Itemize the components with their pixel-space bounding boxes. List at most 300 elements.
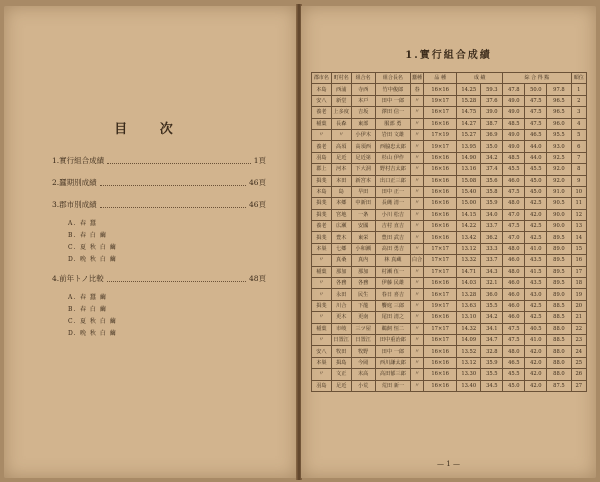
table-cell: 48.5 <box>503 118 525 129</box>
toc-entry-page: 46頁 <box>248 178 266 187</box>
table-cell: 宮地 <box>331 209 351 220</box>
table-cell: 59.3 <box>481 84 503 95</box>
table-body <box>312 84 587 392</box>
leader-dots <box>100 207 246 208</box>
table-cell: 16×16 <box>424 369 457 380</box>
table-row <box>312 186 587 197</box>
table-cell: 足近 <box>331 380 351 391</box>
table-cell: 1 <box>571 84 586 95</box>
table-cell: 民生 <box>351 289 375 300</box>
table-cell: 羽島 <box>312 380 332 391</box>
table-cell: 20 <box>571 300 586 311</box>
table-cell: 48.0 <box>503 266 525 277</box>
table-row <box>312 84 587 95</box>
table-cell: 34.0 <box>481 209 503 220</box>
table-cell: 寺西 <box>351 84 375 95</box>
table-cell: 本島 <box>312 186 332 197</box>
table-cell: 14.03 <box>457 278 481 289</box>
table-cell: 真内 <box>351 255 375 266</box>
toc-entry-label: 1.實行組合成績 <box>52 156 105 165</box>
table-cell: 本巣 <box>312 357 332 368</box>
table-cell: 16×16 <box>424 118 457 129</box>
table-row <box>312 278 587 289</box>
table-row <box>312 312 587 323</box>
table-cell: 18 <box>571 278 586 289</box>
table-cell: 89.5 <box>547 278 571 289</box>
table-cell: 吉村 直吉 <box>375 221 410 232</box>
table-cell: 11 <box>571 198 586 209</box>
table-cell: 〃 <box>410 221 423 232</box>
toc-subentry: A. 春 蠶 <box>68 220 97 227</box>
toc-entry <box>52 178 266 188</box>
table-cell: 46.0 <box>503 278 525 289</box>
table-cell: 杉山 伊作 <box>375 152 410 163</box>
table-cell: 西川謙太郎 <box>375 357 410 368</box>
table-cell: 13.42 <box>457 232 481 243</box>
table-cell: 92.0 <box>547 164 571 175</box>
table-cell: 96.5 <box>547 107 571 118</box>
table-row <box>312 198 587 209</box>
table-cell: 〃 <box>312 278 332 289</box>
table-cell: 90.0 <box>547 209 571 220</box>
toc-entry <box>52 156 266 166</box>
toc-entry <box>52 200 266 210</box>
table-cell: 15.08 <box>457 175 481 186</box>
table-cell: 〃 <box>410 198 423 209</box>
table-cell: 〃 <box>410 357 423 368</box>
table-cell: 真桑 <box>331 255 351 266</box>
table-cell: 89.5 <box>547 232 571 243</box>
table-cell: 田中 一郎 <box>375 95 410 106</box>
table-row <box>312 107 587 118</box>
table-cell: 26 <box>571 369 586 380</box>
table-cell: 92.5 <box>547 152 571 163</box>
table-cell: 42.5 <box>525 198 547 209</box>
results-table <box>311 72 587 392</box>
table-cell: 32.8 <box>481 346 503 357</box>
table-cell: 35.8 <box>481 186 503 197</box>
table-cell: 13.63 <box>457 300 481 311</box>
table-cell: 47.5 <box>525 118 547 129</box>
table-cell: 16×16 <box>424 278 457 289</box>
table-cell: 34.2 <box>481 312 503 323</box>
table-cell: 17×19 <box>424 129 457 140</box>
table-cell: 47.5 <box>525 95 547 106</box>
table-cell: 足近 <box>331 152 351 163</box>
table-cell: 竹中俊郎 <box>375 84 410 95</box>
table-row <box>312 164 587 175</box>
table-cell: 37.6 <box>481 95 503 106</box>
table-row <box>312 300 587 311</box>
table-cell: 47.8 <box>503 84 525 95</box>
table-cell: 13.28 <box>457 289 481 300</box>
table-cell: 〃 <box>410 118 423 129</box>
table-cell: 39.0 <box>481 107 503 118</box>
table-cell: 14.25 <box>457 84 481 95</box>
table-cell: 27 <box>571 380 586 391</box>
table-header-row <box>312 73 587 84</box>
table-cell: 14.22 <box>457 221 481 232</box>
table-cell: 16×16 <box>424 175 457 186</box>
table-cell: 45.5 <box>525 164 547 175</box>
table-cell: 16×16 <box>424 357 457 368</box>
table-cell: 東部 <box>351 118 375 129</box>
table-row <box>312 255 587 266</box>
table-cell: 42.0 <box>525 369 547 380</box>
table-cell: 伊藤 民雄 <box>375 278 410 289</box>
table-cell: 高田郁三郎 <box>375 369 410 380</box>
table-cell: 45.5 <box>503 164 525 175</box>
table-cell: 89.5 <box>547 266 571 277</box>
table-cell: 47.5 <box>525 107 547 118</box>
table-cell: 40.5 <box>525 323 547 334</box>
table-cell: 38.7 <box>481 118 503 129</box>
table-cell: 42.0 <box>525 357 547 368</box>
table-cell: 15.27 <box>457 129 481 140</box>
table-cell: 〃 <box>410 289 423 300</box>
table-cell: 牧田 <box>331 346 351 357</box>
table-cell: 揖斐 <box>312 209 332 220</box>
column-header: 品 種 <box>424 73 457 84</box>
table-cell: 90.0 <box>547 221 571 232</box>
table-cell: 2 <box>571 95 586 106</box>
table-cell: 安國 <box>351 221 375 232</box>
table-cell: 13.12 <box>457 243 481 254</box>
table-row <box>312 346 587 357</box>
table-cell: 西脇忠太郎 <box>375 141 410 152</box>
table-cell: 各務 <box>351 278 375 289</box>
table-cell: 5 <box>571 129 586 140</box>
table-cell: 14.75 <box>457 107 481 118</box>
table-row <box>312 232 587 243</box>
table-cell: 19×17 <box>424 141 457 152</box>
table-row <box>312 152 587 163</box>
table-cell: 46.0 <box>503 300 525 311</box>
table-cell: 養老 <box>312 221 332 232</box>
table-cell: 49.0 <box>503 129 525 140</box>
table-cell: 13.40 <box>457 380 481 391</box>
table-cell: 41.0 <box>525 334 547 345</box>
table-cell: 高須西 <box>351 141 375 152</box>
table-cell: 15.00 <box>457 198 481 209</box>
table-cell: 16×17 <box>424 289 457 300</box>
table-cell: 14.90 <box>457 152 481 163</box>
table-cell: 〃 <box>410 278 423 289</box>
table-cell: 白合 <box>410 255 423 266</box>
table-cell: 今岡 <box>351 357 375 368</box>
table-cell: 47.5 <box>503 323 525 334</box>
table-cell: 16×16 <box>424 84 457 95</box>
table-cell: 8 <box>571 164 586 175</box>
table-cell: 88.5 <box>547 334 571 345</box>
table-cell: 〃 <box>410 380 423 391</box>
table-cell: 32.1 <box>481 278 503 289</box>
table-cell: 村瀬 伍一 <box>375 266 410 277</box>
table-cell: 17 <box>571 266 586 277</box>
table-cell: 本田 <box>331 175 351 186</box>
table-cell: 16×16 <box>424 152 457 163</box>
table-cell: 42.5 <box>525 221 547 232</box>
table-cell: 島 <box>331 186 351 197</box>
table-cell: 41.5 <box>525 266 547 277</box>
table-cell: 西浦 <box>331 84 351 95</box>
table-cell: 6 <box>571 141 586 152</box>
table-cell: 47.0 <box>503 232 525 243</box>
table-cell: 45.0 <box>525 175 547 186</box>
table-cell: 本戸 <box>351 95 375 106</box>
table-cell: 16×16 <box>424 164 457 175</box>
table-cell: 4 <box>571 118 586 129</box>
table-cell: 16×16 <box>424 380 457 391</box>
table-row <box>312 334 587 345</box>
table-cell: 47.5 <box>503 186 525 197</box>
column-header: 組合長名 <box>375 73 410 84</box>
table-cell: 揖島 <box>331 357 351 368</box>
table-row <box>312 95 587 106</box>
table-cell: 45.0 <box>503 380 525 391</box>
table-cell: 17×17 <box>424 266 457 277</box>
table-cell: 17×17 <box>424 255 457 266</box>
table-row <box>312 141 587 152</box>
table-cell: 川合 <box>331 300 351 311</box>
page-title: 1.實行組合成績 <box>405 50 492 61</box>
table-cell: 田中重治郎 <box>375 334 410 345</box>
toc-subentry: B. 春 白 繭 <box>68 306 107 313</box>
table-cell: 42.5 <box>525 232 547 243</box>
table-cell: 44.0 <box>525 152 547 163</box>
table-cell: 45.5 <box>503 369 525 380</box>
table-cell: 羽島 <box>312 152 332 163</box>
table-cell: 饗庭 三郎 <box>375 300 410 311</box>
table-cell: 16×16 <box>424 221 457 232</box>
table-cell: 〃 <box>312 312 332 323</box>
table-cell: 91.0 <box>547 186 571 197</box>
table-cell: 16×16 <box>424 346 457 357</box>
table-cell: 日置江 <box>331 334 351 345</box>
table-cell: 豊木 <box>331 232 351 243</box>
table-cell: 〃 <box>410 243 423 254</box>
table-cell: 安八 <box>312 95 332 106</box>
table-cell: 下龍 <box>351 300 375 311</box>
toc-entry <box>52 274 266 284</box>
table-cell: 96.5 <box>547 95 571 106</box>
table-cell: 43.0 <box>525 289 547 300</box>
table-cell: 13.30 <box>457 369 481 380</box>
table-cell: 〃 <box>331 129 351 140</box>
table-cell: 89.0 <box>547 289 571 300</box>
table-cell: 35.5 <box>481 300 503 311</box>
table-cell: 47.5 <box>503 221 525 232</box>
table-cell: 45.0 <box>525 186 547 197</box>
table-cell: 〃 <box>410 129 423 140</box>
table-cell: 日置江 <box>351 334 375 345</box>
table-cell: 88.0 <box>547 357 571 368</box>
table-cell: 小伊木 <box>351 129 375 140</box>
table-cell: 46.0 <box>503 255 525 266</box>
table-cell: 〃 <box>410 175 423 186</box>
table-cell: 春 <box>410 84 423 95</box>
table-cell: 90.5 <box>547 198 571 209</box>
table-cell: 88.5 <box>547 300 571 311</box>
table-cell: 本巣 <box>312 243 332 254</box>
table-cell: 15.40 <box>457 186 481 197</box>
table-cell: 東栄 <box>351 232 375 243</box>
table-cell: 88.0 <box>547 323 571 334</box>
table-cell: 93.0 <box>547 141 571 152</box>
table-cell: 〃 <box>410 209 423 220</box>
table-cell: 豊田 武吉 <box>375 232 410 243</box>
toc-subentry: D. 晩 秋 白 繭 <box>68 256 117 263</box>
table-cell: 〃 <box>312 289 332 300</box>
table-cell: 89.5 <box>547 255 571 266</box>
table-cell: 46.5 <box>503 357 525 368</box>
column-header: 成 績 <box>457 73 503 84</box>
table-cell: 89.0 <box>547 243 571 254</box>
table-cell: 7 <box>571 152 586 163</box>
table-cell: 34.2 <box>481 152 503 163</box>
table-cell: 25 <box>571 357 586 368</box>
table-cell: 揖斐 <box>312 198 332 209</box>
leader-dots <box>100 185 246 186</box>
table-cell: 50.0 <box>525 84 547 95</box>
table-cell: 澤田 信一 <box>375 107 410 118</box>
table-cell: 16×16 <box>424 209 457 220</box>
table-cell: 14.15 <box>457 209 481 220</box>
table-cell: 35.0 <box>481 141 503 152</box>
table-row <box>312 129 587 140</box>
table-cell: 19 <box>571 289 586 300</box>
table-cell: 49.0 <box>503 107 525 118</box>
table-cell: 46.0 <box>503 312 525 323</box>
table-cell: 足近第 <box>351 152 375 163</box>
table-cell: 35.6 <box>481 175 503 186</box>
toc-subentry: A. 春 蠶 繭 <box>68 294 107 301</box>
table-cell: 46.5 <box>525 129 547 140</box>
table-cell: 9 <box>571 175 586 186</box>
table-cell: 野村吉太郎 <box>375 164 410 175</box>
table-cell: 88.5 <box>547 312 571 323</box>
left-page <box>4 6 297 478</box>
table-cell: 長森 <box>331 118 351 129</box>
table-cell: 七郷 <box>331 243 351 254</box>
table-cell: 〃 <box>312 334 332 345</box>
table-cell: 本郷 <box>331 198 351 209</box>
toc-subentry: C. 夏 秋 白 繭 <box>68 244 117 251</box>
table-cell: 稲葉 <box>312 323 332 334</box>
table-row <box>312 221 587 232</box>
table-cell: 鵜飼 恒二 <box>375 323 410 334</box>
table-cell: 那加 <box>351 266 375 277</box>
table-cell: 14.27 <box>457 118 481 129</box>
table-cell: 長縄 清一 <box>375 198 410 209</box>
table-cell: 21 <box>571 312 586 323</box>
column-header: 郡市名 <box>312 73 332 84</box>
table-cell: 更木 <box>331 312 351 323</box>
leader-dots <box>107 163 251 164</box>
table-cell: 92.0 <box>547 175 571 186</box>
table-cell: 19×17 <box>424 300 457 311</box>
leader-dots <box>107 281 246 282</box>
table-cell: 田中 一郎 <box>375 346 410 357</box>
table-cell: 35.9 <box>481 357 503 368</box>
table-cell: 43.5 <box>525 255 547 266</box>
column-header: 組合名 <box>351 73 375 84</box>
table-cell: 三ツ屋 <box>351 323 375 334</box>
table-cell: 23 <box>571 334 586 345</box>
table-cell: 47.0 <box>503 209 525 220</box>
table-cell: 出口正三郎 <box>375 175 410 186</box>
table-cell: 48.0 <box>503 198 525 209</box>
table-cell: 41.0 <box>525 243 547 254</box>
table-cell: 〃 <box>312 255 332 266</box>
toc-subentry: C. 夏 秋 白 繭 <box>68 318 117 325</box>
table-row <box>312 175 587 186</box>
table-cell: 安八 <box>312 346 332 357</box>
table-cell: 〃 <box>410 323 423 334</box>
table-cell: 13.12 <box>457 357 481 368</box>
table-cell: 34.7 <box>481 334 503 345</box>
table-cell: 13 <box>571 221 586 232</box>
table-cell: 16×16 <box>424 198 457 209</box>
table-cell: 42.0 <box>525 346 547 357</box>
right-page <box>301 6 596 478</box>
table-cell: 養老 <box>312 107 332 118</box>
table-cell: 34.5 <box>481 380 503 391</box>
toc-entry-page: 1頁 <box>253 156 266 165</box>
table-cell: 49.0 <box>503 95 525 106</box>
toc-entry-label: 4.前年トノ比較 <box>52 274 104 283</box>
table-cell: 48.5 <box>503 152 525 163</box>
table-cell: 〃 <box>410 107 423 118</box>
table-cell: 中新田 <box>351 198 375 209</box>
table-cell: 13.52 <box>457 346 481 357</box>
table-cell: 一条 <box>351 209 375 220</box>
column-header: 綜 合 得 點 <box>503 73 571 84</box>
table-cell: 更南 <box>351 312 375 323</box>
table-cell: 36.9 <box>481 129 503 140</box>
table-cell: 16 <box>571 255 586 266</box>
table-row <box>312 243 587 254</box>
table-cell: 49.0 <box>503 141 525 152</box>
table-cell: 各務 <box>331 278 351 289</box>
toc-entry-page: 48頁 <box>248 274 266 283</box>
table-cell: 22 <box>571 323 586 334</box>
toc-entry-page: 46頁 <box>248 200 266 209</box>
table-cell: 97.8 <box>547 84 571 95</box>
table-cell: 市岐 <box>331 323 351 334</box>
table-cell: 46.0 <box>503 175 525 186</box>
table-cell: 〃 <box>410 300 423 311</box>
table-cell: 17×17 <box>424 323 457 334</box>
table-cell: 養老 <box>312 141 332 152</box>
table-cell: 13.10 <box>457 312 481 323</box>
table-cell: 14.32 <box>457 323 481 334</box>
table-cell: 〃 <box>410 164 423 175</box>
table-cell: 43.5 <box>525 278 547 289</box>
table-cell: 13.32 <box>457 255 481 266</box>
table-cell: 高須 <box>331 141 351 152</box>
table-cell: 末高 <box>351 369 375 380</box>
table-cell: 33.7 <box>481 255 503 266</box>
table-cell: 〃 <box>410 312 423 323</box>
table-cell: 稲葉 <box>312 266 332 277</box>
table-cell: 揖斐 <box>312 232 332 243</box>
table-row <box>312 118 587 129</box>
table-cell: 34.1 <box>481 323 503 334</box>
table-cell: 16×17 <box>424 334 457 345</box>
table-cell: 服部 勇 <box>375 118 410 129</box>
table-cell: 小川 松吉 <box>375 209 410 220</box>
